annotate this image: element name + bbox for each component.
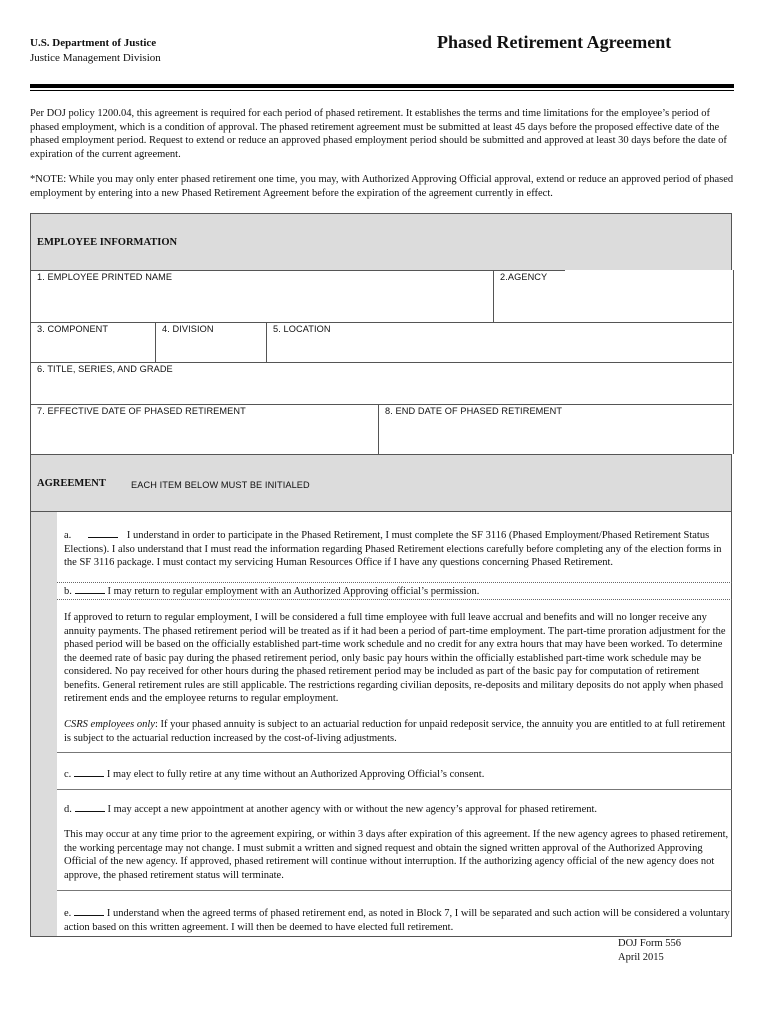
csrs-label: CSRS employees only [64, 719, 155, 730]
location-field[interactable] [268, 336, 730, 360]
row3-top-rule [30, 362, 732, 363]
item-d-label: d. [64, 804, 72, 815]
item-c-label: c. [64, 769, 72, 780]
item-e-label: e. [64, 908, 72, 919]
item-b-text: I may return to regular employment with an Authorized Approving official’s permission. [107, 586, 480, 597]
form-date: April 2015 [618, 952, 664, 963]
division-name: Justice Management Division [30, 52, 161, 64]
field-label-end-date: 8. END DATE OF PHASED RETIREMENT [385, 406, 563, 416]
agreement-item-a [64, 528, 732, 570]
header-rule-thin [30, 90, 734, 91]
row2-top-rule [30, 322, 732, 323]
item-d-text: I may accept a new appointment at another agency with or without the new agency’s approval for phased retirement. [107, 804, 598, 815]
employee-name-field[interactable] [32, 284, 491, 320]
agreement-item-e [64, 906, 732, 934]
agreement-gutter [30, 512, 57, 936]
form-title: Phased Retirement Agreement [437, 32, 672, 52]
item-b-separator [57, 752, 732, 753]
item-a-text: I understand in order to participate in the Phased Retirement, I must complete the SF 3116 (Phased Employment/Phased Retirement Status Elections). I also understand that I must read the information regarding Phased Retirement elections carefully before completing any of the election forms in the SF 3116 package. I must contact my servicing Human Resources Office if I have any questions concerning Phased Retirement. [64, 530, 722, 568]
intro-note: *NOTE: While you may only enter phased retirement one time, you may, with Authorized Approving Official approval, extend or reduce an approved period of phased employment by entering into a new Phased Retirement Agreement before the expiration of the agreement currently in effect. [30, 174, 734, 199]
agreement-item-d [64, 802, 732, 817]
division-field[interactable] [157, 336, 264, 360]
field-label-title-series-grade: 6. TITLE, SERIES, AND GRADE [37, 364, 173, 374]
csrs-text: : If your phased annuity is subject to an actuarial reduction for unpaid redeposit service, the annuity you are entitled to at full retirement is subject to the actuarial reduction increased by the cost-of-living adjustments. [64, 719, 726, 744]
item-c-initial-field[interactable] [74, 767, 104, 777]
item-b-initial-field[interactable] [75, 584, 105, 594]
row1-divider [493, 270, 494, 322]
agreement-instruction: EACH ITEM BELOW MUST BE INITIALED [131, 480, 310, 490]
effective-date-field[interactable] [32, 418, 376, 452]
form-number: DOJ Form 556 [618, 938, 682, 949]
agency-field[interactable] [495, 284, 730, 320]
item-b-header-separator [57, 599, 732, 600]
field-label-effective-date: 7. EFFECTIVE DATE OF PHASED RETIREMENT [37, 406, 246, 416]
item-d-detail: This may occur at any time prior to the agreement expiring, or within 3 days after expiration of this agreement. If the new agency agrees to phased retirement, the working percentage may not change. I must submit a written and signed request and obtain the signed written approval of the Authorized Approving Official of the new agency. If approved, phased retirement will continue without interruption. If the authorizing agency official of the new agency does not approve, the phased retirement status will terminate. [64, 829, 729, 881]
field-label-agency: 2.AGENCY [500, 272, 548, 282]
row4-divider [378, 404, 379, 454]
employee-info-heading: EMPLOYEE INFORMATION [37, 237, 178, 248]
field-label-employee-name: 1. EMPLOYEE PRINTED NAME [37, 272, 173, 282]
item-c-separator [57, 789, 732, 790]
item-d-separator [57, 890, 732, 891]
end-date-field[interactable] [380, 418, 730, 452]
item-d-initial-field[interactable] [75, 802, 105, 812]
agreement-item-c [64, 767, 732, 782]
item-b-label: b. [64, 586, 72, 597]
item-c-text: I may elect to fully retire at any time without an Authorized Approving Official’s consent. [106, 769, 485, 780]
intro-paragraph: Per DOJ policy 1200.04, this agreement is required for each period of phased retirement. It establishes the terms and time limitations for the employee’s period of phased employment, which is a condition of approval. The phased retirement agreement must be submitted at least 45 days before the proposed effective date of the phased employment period. Request to extend or reduce an approved phased employment period should be submitted and approved at least 30 days before the date of expiration of the current agreement. [30, 108, 727, 160]
agreement-item-b [64, 584, 732, 599]
field-label-division: 4. DIVISION [162, 324, 214, 334]
agency-name: U.S. Department of Justice [30, 37, 157, 49]
agreement-heading: AGREEMENT [37, 478, 106, 489]
item-b-detail: If approved to return to regular employment, I will be considered a full time employee with full leave accrual and benefits and will no longer receive any annuity payments. The phased retirement period will be treated as if it had been a period of part-time employment. The part-time proration adjustment for the phased period will be based on the officially established part-time work schedule and no credit for any extra hours that may have been worked. To determine the deemed rate of basic pay during the phased retirement period, only basic pay hours within the officially established part-time work schedule may be considered. No pay received for other hours during the phased retirement period may be included as part of the basic pay for computation of retirement benefits. General retirement rules are still applicable. The restrictions regarding civilian deposits, re-deposits and military deposits do not apply when phased retirement ends and the employee returns to regular employment. [64, 612, 726, 704]
field-label-location: 5. LOCATION [273, 324, 331, 334]
title-series-grade-field[interactable] [32, 376, 730, 402]
item-a-separator [57, 582, 732, 583]
csrs-note [64, 718, 732, 745]
item-a-initial-field[interactable] [88, 528, 118, 538]
item-e-text: I understand when the agreed terms of phased retirement end, as noted in Block 7, I will be separated and such action will be considered a voluntary action based on this written agreement. I will then be deemed to have elected full retirement. [64, 908, 730, 933]
item-a-label: a. [64, 530, 72, 541]
row1-top-rule [30, 270, 565, 271]
agreement-bottom-rule [30, 936, 732, 937]
item-e-initial-field[interactable] [74, 906, 104, 916]
row2-divider-1 [155, 322, 156, 362]
field-label-component: 3. COMPONENT [37, 324, 109, 334]
header-rule-thick [30, 84, 734, 88]
row4-top-rule [30, 404, 732, 405]
row2-divider-2 [266, 322, 267, 362]
component-field[interactable] [32, 336, 153, 360]
